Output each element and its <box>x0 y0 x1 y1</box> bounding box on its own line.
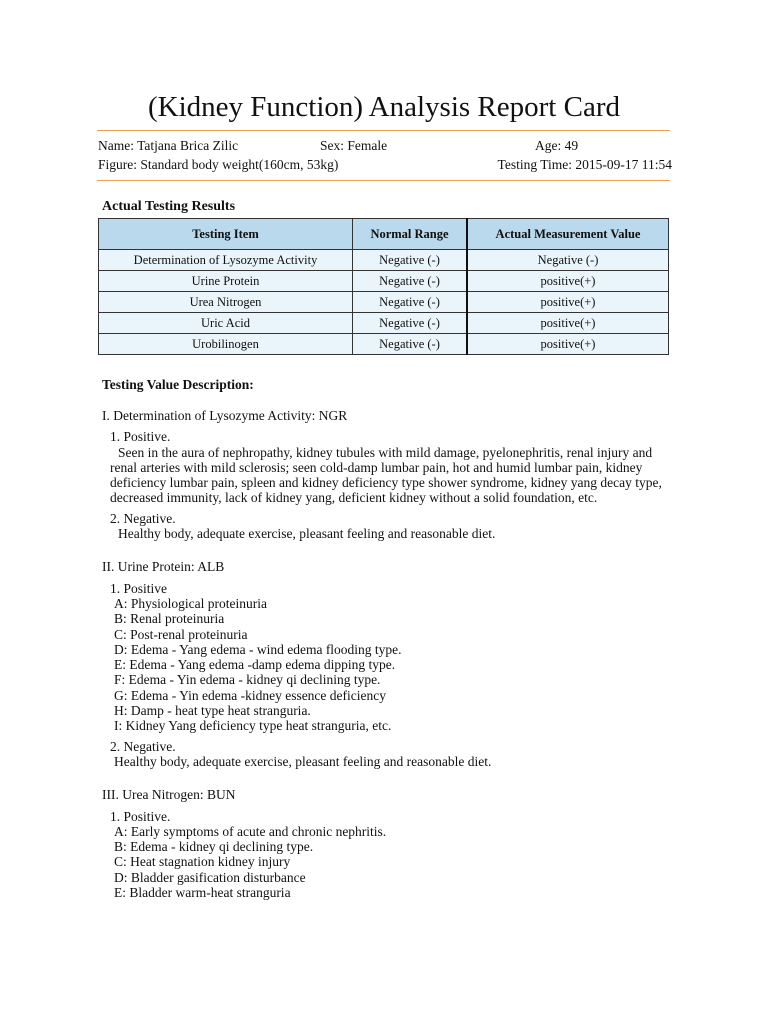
table-row <box>99 271 669 292</box>
table-row <box>99 334 669 355</box>
positive-heading: 1. Positive. <box>110 808 171 824</box>
list-item: E: Edema - Yang edema -damp edema dipping type. <box>114 657 396 673</box>
list-item: H: Damp - heat type heat stranguria. <box>114 703 311 719</box>
patient-name: Name: Tatjana Brica Zilic <box>98 138 239 153</box>
list-item: F: Edema - Yin edema - kidney qi declining type. <box>114 672 381 688</box>
list-item: B: Edema - kidney qi declining type. <box>114 839 314 855</box>
column-header: Normal Range <box>353 219 468 250</box>
table-row <box>99 313 669 334</box>
negative-text: Healthy body, adequate exercise, pleasant feeling and reasonable diet. <box>118 526 496 542</box>
negative-heading: 2. Negative. <box>110 738 176 754</box>
description-heading: Testing Value Description: <box>102 377 254 392</box>
testing-item-cell: Urea Nitrogen <box>99 292 353 313</box>
positive-heading: 1. Positive. <box>110 429 171 445</box>
normal-range-cell: Negative (-) <box>353 313 468 334</box>
negative-text: Healthy body, adequate exercise, pleasant feeling and reasonable diet. <box>114 753 492 769</box>
list-item: I: Kidney Yang deficiency type heat stranguria, etc. <box>114 718 392 734</box>
measurement-cell: positive(+) <box>467 292 669 313</box>
results-table <box>98 218 669 355</box>
list-item: A: Early symptoms of acute and chronic nephritis. <box>114 823 387 839</box>
section-urea-nitrogen <box>102 787 672 900</box>
measurement-cell: positive(+) <box>467 334 669 355</box>
measurement-cell: Negative (-) <box>467 250 669 271</box>
list-item: B: Renal proteinuria <box>114 611 225 627</box>
measurement-cell: positive(+) <box>467 313 669 334</box>
section-title: II. Urine Protein: ALB <box>102 559 225 575</box>
patient-age: Age: 49 <box>535 138 579 153</box>
positive-text: Seen in the aura of nephropathy, kidney tubules with mild damage, pyelonephritis, renal injury and renal arteries with mild sclerosis; seen cold-damp lumbar pain, hot and humid lumbar pain, kidney deficiency lumbar pain, spleen and kidney deficiency type shower syndrome, kidney yang decay type, decreased immunity, lack of kidney yang, deficient kidney without a solid foundation, etc. <box>110 444 662 506</box>
table-row <box>99 292 669 313</box>
section-urine-protein <box>102 559 672 769</box>
section-title: III. Urea Nitrogen: BUN <box>102 787 236 803</box>
section-title: I. Determination of Lysozyme Activity: NGR <box>102 408 348 423</box>
patient-sex: Sex: Female <box>320 138 388 153</box>
testing-time: Testing Time: 2015-09-17 11:54 <box>497 157 672 172</box>
list-item: C: Post-renal proteinuria <box>114 626 248 642</box>
report-title: (Kidney Function) Analysis Report Card <box>147 91 620 123</box>
section-lysozyme <box>102 408 672 541</box>
list-item: C: Heat stagnation kidney injury <box>114 854 291 870</box>
description-body <box>102 408 672 900</box>
list-item: D: Edema - Yang edema - wind edema flooding type. <box>114 641 402 657</box>
table-header-row <box>99 219 669 250</box>
normal-range-cell: Negative (-) <box>353 292 468 313</box>
title-divider <box>97 130 670 131</box>
negative-heading: 2. Negative. <box>110 510 176 526</box>
testing-item-cell: Uric Acid <box>99 313 353 334</box>
list-item: E: Bladder warm-heat stranguria <box>114 885 291 901</box>
testing-item-cell: Determination of Lysozyme Activity <box>99 250 353 271</box>
testing-item-cell: Urobilinogen <box>99 334 353 355</box>
list-item: D: Bladder gasification disturbance <box>114 869 306 885</box>
info-divider <box>97 180 670 181</box>
column-header: Actual Measurement Value <box>467 219 669 250</box>
measurement-cell: positive(+) <box>467 271 669 292</box>
normal-range-cell: Negative (-) <box>353 250 468 271</box>
patient-figure: Figure: Standard body weight(160cm, 53kg) <box>98 157 339 172</box>
column-header: Testing Item <box>99 219 353 250</box>
normal-range-cell: Negative (-) <box>353 334 468 355</box>
results-heading: Actual Testing Results <box>102 199 236 214</box>
positive-heading: 1. Positive <box>110 580 168 596</box>
list-item: A: Physiological proteinuria <box>114 595 267 611</box>
list-item: G: Edema - Yin edema -kidney essence deficiency <box>114 687 387 703</box>
normal-range-cell: Negative (-) <box>353 271 468 292</box>
testing-item-cell: Urine Protein <box>99 271 353 292</box>
table-row <box>99 250 669 271</box>
